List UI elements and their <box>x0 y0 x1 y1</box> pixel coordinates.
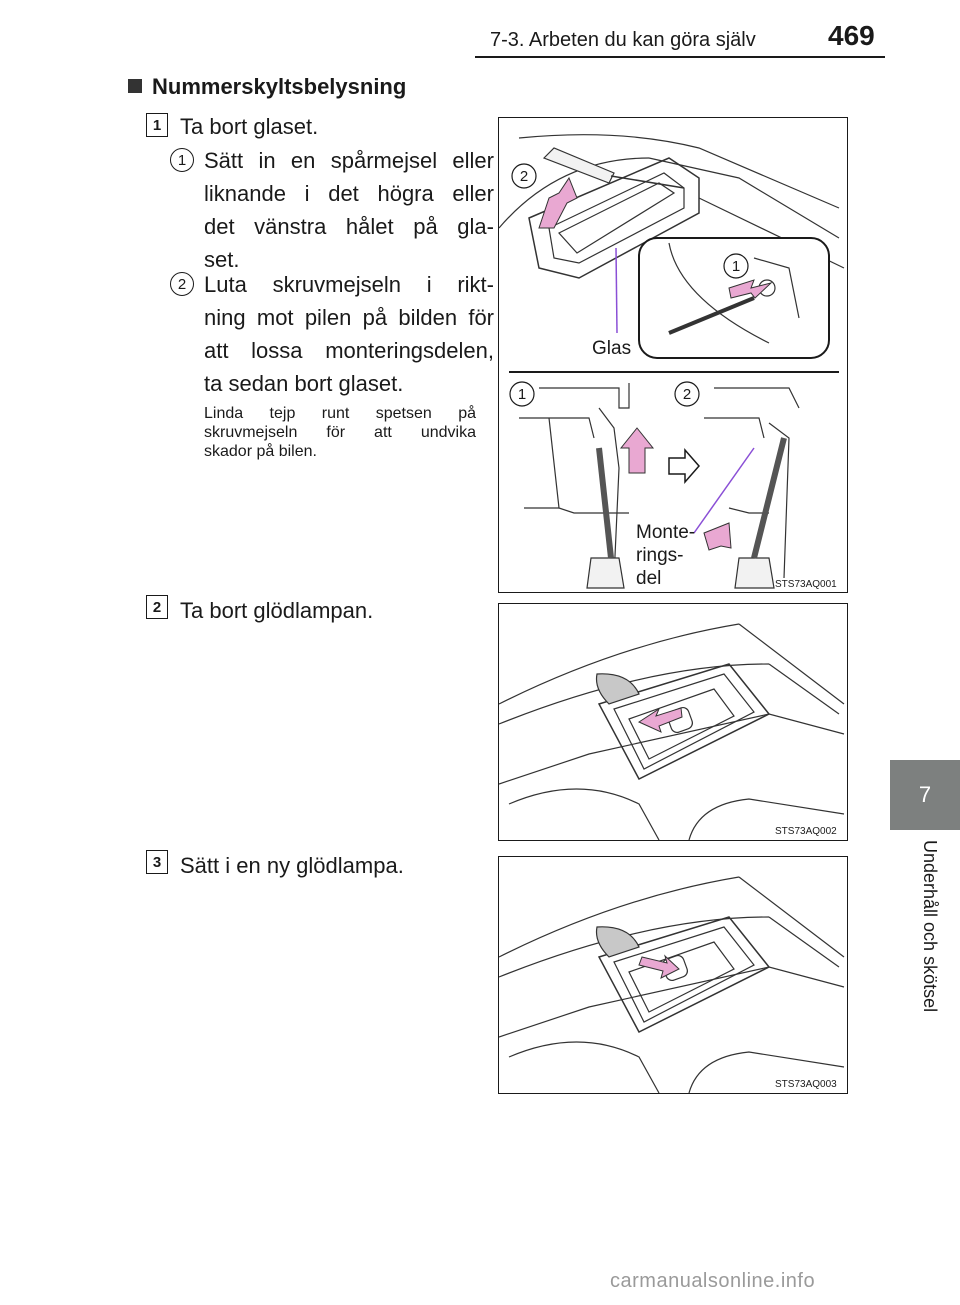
section-title <box>128 74 406 100</box>
substep-line: liknande i det högra eller <box>204 181 494 206</box>
substep-line: det vänstra hålet på gla- <box>204 214 494 239</box>
figure-code: STS73AQ001 <box>775 579 837 590</box>
figure-remove-glass <box>498 117 848 593</box>
substep-number-circle: 1 <box>170 148 194 172</box>
header-rule <box>475 56 885 58</box>
substep-line: ta sedan bort glaset. <box>204 371 404 396</box>
figure-code: STS73AQ002 <box>775 826 837 837</box>
chapter-tab-number: 7 <box>918 782 932 807</box>
substep-line: Luta skruvmejseln i rikt- <box>204 272 494 297</box>
chapter-header-title: 7-3. Arbeten du kan göra själv <box>490 29 756 51</box>
substep-line: ning mot pilen på bilden för <box>204 305 494 330</box>
callout-2: 2 <box>519 168 529 185</box>
label-glass: Glas <box>592 338 632 359</box>
figure-remove-bulb-drawing <box>499 604 847 840</box>
bullet-square-icon <box>128 79 142 93</box>
callout-1: 1 <box>517 386 527 403</box>
step-number-box: 3 <box>146 850 168 874</box>
figure-insert-bulb <box>498 856 848 1094</box>
substep-number-circle: 2 <box>170 272 194 296</box>
substep-line: att lossa monteringsdelen, <box>204 338 494 363</box>
substep-line: Sätt in en spårmejsel eller <box>204 148 494 173</box>
note-text <box>204 404 476 461</box>
figure-code: STS73AQ003 <box>775 1079 837 1090</box>
figure-remove-bulb <box>498 603 848 841</box>
label-mount: del <box>636 568 662 589</box>
chapter-tab[interactable] <box>890 760 960 830</box>
substep-line: set. <box>204 247 240 272</box>
step-text: Ta bort glödlampan. <box>180 598 374 623</box>
step-number-box: 2 <box>146 595 168 619</box>
section-title-text: Nummerskyltsbelysning <box>152 74 407 99</box>
note-line: skador på bilen. <box>204 443 317 460</box>
callout-1: 1 <box>731 258 741 275</box>
step-text: Ta bort glaset. <box>180 114 319 139</box>
chapter-side-label: Underhåll och skötsel <box>920 840 940 1013</box>
page-number: 469 <box>828 20 875 51</box>
substep-text <box>204 268 494 400</box>
note-line: Linda tejp runt spetsen på <box>204 405 476 422</box>
figure-insert-bulb-drawing <box>499 857 847 1093</box>
figure-remove-glass-drawing <box>499 118 847 592</box>
substep-text <box>204 144 494 276</box>
step-number-box: 1 <box>146 113 168 137</box>
watermark-text[interactable]: carmanualsonline.info <box>610 1270 816 1292</box>
note-line: skruvmejseln för att undvika <box>204 424 476 441</box>
label-mount: Monte- <box>636 522 696 543</box>
step-text: Sätt i en ny glödlampa. <box>180 853 404 878</box>
label-mount: rings- <box>636 545 684 566</box>
callout-2: 2 <box>682 386 692 403</box>
